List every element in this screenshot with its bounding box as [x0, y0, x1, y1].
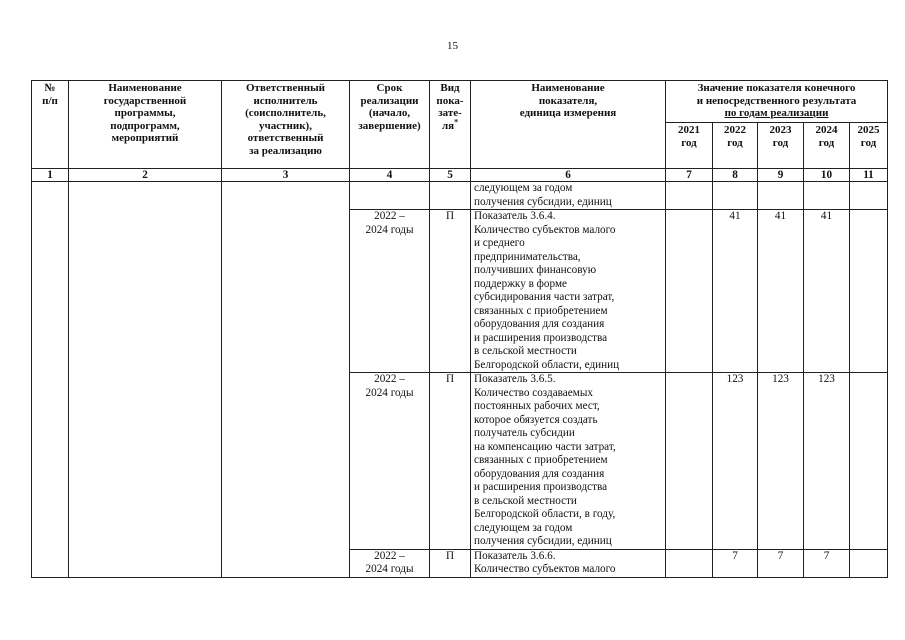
- column-number: 10: [804, 169, 850, 182]
- value-cell-2022: 123: [713, 373, 758, 550]
- header-year-2023: 2023 год: [758, 123, 804, 169]
- indicator-description-cell: Показатель 3.6.6. Количество субъектов малого: [471, 549, 666, 577]
- column-number: 7: [666, 169, 713, 182]
- indicator-description-cell: Показатель 3.6.4. Количество субъектов малого и среднего предпринимательства, получивших финансовую поддержку в форме субсидирования части затрат, связанных с приобретением оборудования для создания и расширения производства в сельской местности Белгородской области, единиц: [471, 210, 666, 373]
- column-number: 5: [430, 169, 471, 182]
- header-values-group: Значение показателя конечного и непосредственного результата по годам реализации: [666, 81, 888, 123]
- period-cell: 2022 – 2024 годы: [350, 549, 430, 577]
- program-name-cell: [69, 182, 222, 578]
- column-number: 9: [758, 169, 804, 182]
- value-cell-2023: 7: [758, 549, 804, 577]
- value-cell-2021: [666, 373, 713, 550]
- value-cell-2021: [666, 210, 713, 373]
- indicator-table: [31, 80, 888, 578]
- row-number-cell: [32, 182, 69, 578]
- column-number: 2: [69, 169, 222, 182]
- value-cell-2023: [758, 182, 804, 210]
- value-cell-2024: 41: [804, 210, 850, 373]
- value-cell-2024: [804, 182, 850, 210]
- header-year-2024: 2024 год: [804, 123, 850, 169]
- header-indicator-name: Наименование показателя, единица измерения: [471, 81, 666, 169]
- period-cell: 2022 – 2024 годы: [350, 373, 430, 550]
- column-number: 4: [350, 169, 430, 182]
- header-indicator-type: Вид пока- зате- ля*: [430, 81, 471, 169]
- value-cell-2024: 7: [804, 549, 850, 577]
- header-program-name: Наименование государственной программы, подпрограмм, мероприятий: [69, 81, 222, 169]
- indicator-type-cell: [430, 182, 471, 210]
- value-cell-2023: 41: [758, 210, 804, 373]
- header-responsible: Ответственный исполнитель (соисполнитель, участник), ответственный за реализацию: [222, 81, 350, 169]
- value-cell-2024: 123: [804, 373, 850, 550]
- column-number: 1: [32, 169, 69, 182]
- value-cell-2025: [850, 210, 888, 373]
- period-cell: [350, 182, 430, 210]
- value-cell-2023: 123: [758, 373, 804, 550]
- footnote-mark: *: [454, 116, 459, 126]
- value-cell-2025: [850, 549, 888, 577]
- value-cell-2022: 41: [713, 210, 758, 373]
- column-number-row: [32, 169, 888, 182]
- header-year-2022: 2022 год: [713, 123, 758, 169]
- column-number: 8: [713, 169, 758, 182]
- header-year-2021: 2021 год: [666, 123, 713, 169]
- value-cell-2022: [713, 182, 758, 210]
- value-cell-2025: [850, 182, 888, 210]
- responsible-cell: [222, 182, 350, 578]
- column-number: 11: [850, 169, 888, 182]
- period-cell: 2022 – 2024 годы: [350, 210, 430, 373]
- value-cell-2021: [666, 182, 713, 210]
- indicator-type-cell: П: [430, 210, 471, 373]
- header-period: Срок реализации (начало, завершение): [350, 81, 430, 169]
- page-number: 15: [447, 40, 458, 52]
- value-cell-2022: 7: [713, 549, 758, 577]
- header-number: № п/п: [32, 81, 69, 169]
- indicator-type-cell: П: [430, 549, 471, 577]
- indicator-description-cell: Показатель 3.6.5. Количество создаваемых постоянных рабочих мест, которое обязуется создать получатель субсидии на компенсацию части затрат, связанных с приобретением оборудования для создания и расширения производства в сельской местности Белгородской области, в году, следующем за годом получения субсидии, единиц: [471, 373, 666, 550]
- value-cell-2021: [666, 549, 713, 577]
- indicator-type-cell: П: [430, 373, 471, 550]
- value-cell-2025: [850, 373, 888, 550]
- header-row: [32, 81, 888, 123]
- column-number: 6: [471, 169, 666, 182]
- header-year-2025: 2025 год: [850, 123, 888, 169]
- table-row: [32, 182, 888, 210]
- indicator-description-cell: следующем за годом получения субсидии, единиц: [471, 182, 666, 210]
- column-number: 3: [222, 169, 350, 182]
